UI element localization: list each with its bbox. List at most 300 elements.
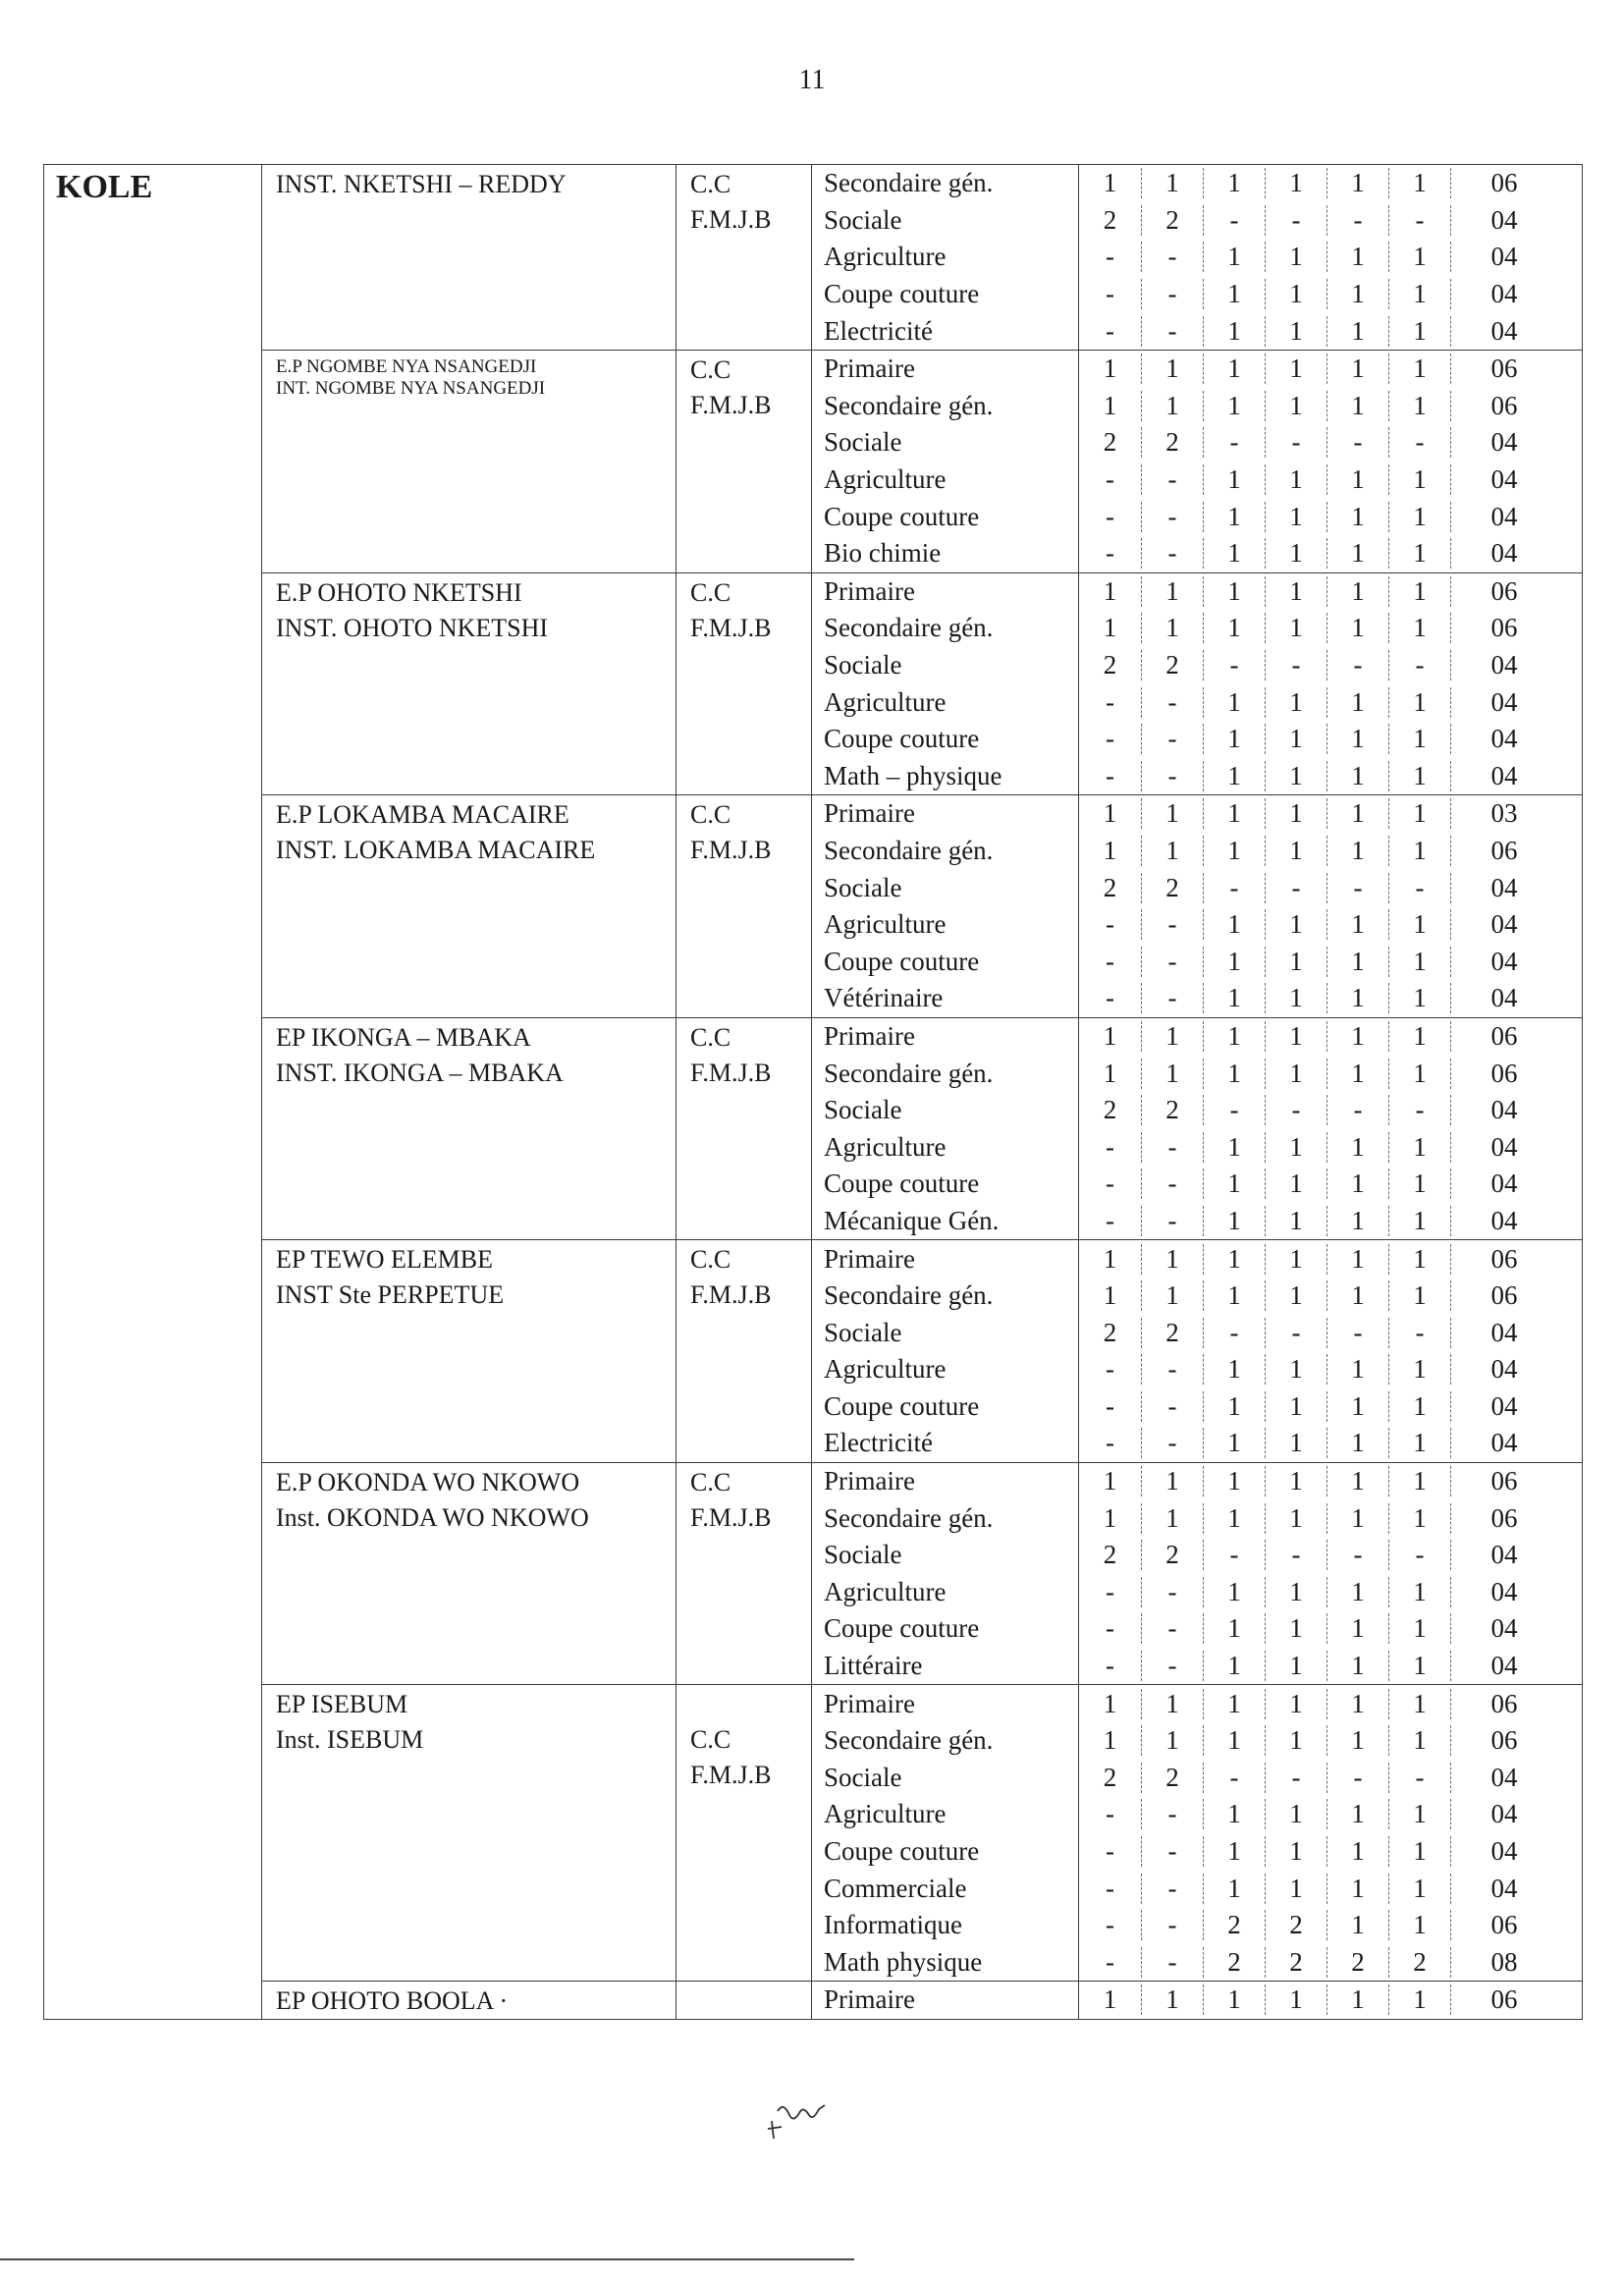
class-count-3: 1 — [1203, 1428, 1265, 1458]
class-count-2: 1 — [1141, 168, 1203, 198]
subject-name: Coupe couture — [824, 1613, 980, 1644]
class-count-2: 1 — [1141, 1689, 1203, 1719]
class-count-1: - — [1106, 315, 1114, 346]
row-total: 06 — [1450, 836, 1557, 866]
counts-row — [1079, 1907, 1582, 1944]
organization-label: F.M.J.B — [690, 1058, 772, 1087]
organization — [677, 795, 812, 1018]
class-count-5: 1 — [1326, 279, 1388, 309]
class-count-1: - — [1106, 242, 1114, 272]
class-count-4: 2 — [1265, 1910, 1326, 1940]
class-count-1: - — [1106, 1131, 1114, 1162]
class-count-1: - — [1106, 686, 1114, 717]
class-count-3: 1 — [1203, 909, 1265, 940]
class-count-4: 1 — [1265, 464, 1326, 495]
subject-name: Commerciale — [824, 1873, 967, 1903]
class-count-1: 1 — [1103, 1502, 1117, 1533]
class-count-2: 1 — [1141, 1725, 1203, 1756]
class-counts — [1079, 350, 1583, 572]
class-count-3: - — [1203, 1540, 1265, 1570]
subject-name: Electricité — [824, 1428, 933, 1458]
class-count-6: 1 — [1388, 761, 1450, 791]
subjects — [812, 165, 1079, 351]
organization — [677, 1017, 812, 1240]
subject-name: Littéraire — [824, 1651, 923, 1681]
counts-row — [1079, 1128, 1582, 1166]
class-count-3: 1 — [1203, 353, 1265, 384]
school-block — [44, 165, 1583, 351]
class-count-5: 1 — [1326, 576, 1388, 607]
class-count-1: 1 — [1103, 168, 1117, 198]
class-count-5: - — [1326, 650, 1388, 680]
class-count-4: 1 — [1265, 947, 1326, 977]
counts-row — [1079, 276, 1582, 313]
class-count-3: 1 — [1203, 1354, 1265, 1385]
class-count-4: 1 — [1265, 1428, 1326, 1458]
school-names — [262, 1240, 677, 1463]
subject-name: Sociale — [824, 1540, 902, 1570]
subject-name: Electricité — [824, 315, 933, 346]
class-count-6: 1 — [1388, 1503, 1450, 1534]
class-count-1: - — [1106, 464, 1114, 495]
class-count-3: 1 — [1203, 1244, 1265, 1275]
class-count-5: 1 — [1326, 836, 1388, 866]
subject-name: Math physique — [824, 1946, 983, 1977]
bottom-rule — [0, 2258, 854, 2260]
class-count-2: - — [1141, 1132, 1203, 1163]
class-count-3: 1 — [1203, 1466, 1265, 1496]
class-count-3: 1 — [1203, 613, 1265, 643]
row-total: 04 — [1450, 1095, 1557, 1125]
class-count-4: - — [1265, 427, 1326, 458]
class-count-1: - — [1106, 760, 1114, 790]
subjects — [812, 350, 1079, 572]
row-total: 06 — [1450, 1725, 1557, 1756]
subject-name: Coupe couture — [824, 501, 980, 531]
subject-name: Primaire — [824, 575, 915, 606]
organization — [677, 1462, 812, 1685]
counts-row — [1079, 1314, 1582, 1351]
counts-row — [1079, 351, 1582, 388]
class-count-4: 1 — [1265, 983, 1326, 1013]
class-count-3: 2 — [1203, 1947, 1265, 1978]
class-count-5: 1 — [1326, 1021, 1388, 1052]
class-count-1: 2 — [1103, 1317, 1117, 1347]
school-name: E.P LOKAMBA MACAIRE — [276, 800, 569, 830]
counts-row — [1079, 869, 1582, 906]
row-total: 04 — [1450, 983, 1557, 1013]
counts-row — [1079, 1388, 1582, 1426]
class-count-1: - — [1106, 724, 1114, 754]
class-count-5: - — [1326, 1318, 1388, 1348]
class-count-2: - — [1141, 1428, 1203, 1458]
class-count-3: 1 — [1203, 1206, 1265, 1236]
class-count-5: 1 — [1326, 1689, 1388, 1719]
counts-row — [1079, 683, 1582, 721]
school-name: EP IKONGA – MBAKA — [276, 1022, 531, 1052]
school-name: Inst. ISEBUM — [276, 1725, 424, 1755]
counts-row — [1079, 1277, 1582, 1315]
page-number: 11 — [798, 65, 826, 95]
counts-row — [1079, 980, 1582, 1017]
subjects — [812, 572, 1079, 795]
subject-name: Agriculture — [824, 1799, 947, 1829]
organization-label: C.C — [690, 1467, 731, 1496]
class-count-6: 1 — [1388, 1984, 1450, 2015]
class-count-6: 1 — [1388, 1613, 1450, 1644]
class-count-6: 1 — [1388, 1169, 1450, 1199]
class-count-2: 2 — [1141, 650, 1203, 680]
class-count-2: 1 — [1141, 353, 1203, 384]
class-count-5: 1 — [1326, 1428, 1388, 1458]
class-count-4: 1 — [1265, 1651, 1326, 1681]
class-count-6: 1 — [1388, 1206, 1450, 1236]
class-count-4: 1 — [1265, 1836, 1326, 1867]
class-count-1: - — [1106, 1428, 1114, 1458]
class-count-3: - — [1203, 427, 1265, 458]
class-count-5: 1 — [1326, 1651, 1388, 1681]
subject-name: Coupe couture — [824, 946, 980, 976]
class-count-2: - — [1141, 1651, 1203, 1681]
class-count-1: 1 — [1103, 1058, 1117, 1088]
counts-row — [1079, 1610, 1582, 1648]
school-block — [44, 1685, 1583, 1982]
schools-table-wrapper — [43, 164, 1582, 2020]
organization-label: F.M.J.B — [690, 205, 772, 234]
class-count-6: 1 — [1388, 1428, 1450, 1458]
class-count-1: 2 — [1103, 872, 1117, 902]
class-count-2: 2 — [1141, 427, 1203, 458]
subject-name: Secondaire gén. — [824, 1058, 994, 1088]
class-count-1: - — [1106, 1836, 1114, 1867]
class-count-2: 1 — [1141, 1280, 1203, 1311]
school-name: EP OHOTO BOOLA · — [276, 1986, 509, 2016]
class-count-2: - — [1141, 724, 1203, 754]
row-total: 04 — [1450, 205, 1557, 236]
subject-name: Coupe couture — [824, 724, 980, 754]
class-count-2: 2 — [1141, 1540, 1203, 1570]
counts-row — [1079, 1760, 1582, 1797]
class-count-3: - — [1203, 1318, 1265, 1348]
organization — [677, 1240, 812, 1463]
class-count-3: 1 — [1203, 242, 1265, 272]
row-total: 04 — [1450, 242, 1557, 272]
row-total: 06 — [1450, 1280, 1557, 1311]
schools-table — [43, 164, 1583, 2020]
class-count-5: 1 — [1326, 1206, 1388, 1236]
class-count-3: 1 — [1203, 1725, 1265, 1756]
organization — [677, 572, 812, 795]
class-count-5: 1 — [1326, 687, 1388, 718]
subject-name: Sociale — [824, 427, 902, 458]
class-count-6: 1 — [1388, 1725, 1450, 1756]
counts-row — [1079, 1796, 1582, 1833]
class-count-4: 1 — [1265, 1466, 1326, 1496]
class-count-1: - — [1106, 1390, 1114, 1421]
class-count-6: - — [1388, 1540, 1450, 1570]
organization-label: C.C — [690, 1725, 731, 1755]
class-count-3: 1 — [1203, 502, 1265, 532]
class-count-5: 1 — [1326, 1132, 1388, 1163]
class-count-2: - — [1141, 1169, 1203, 1199]
class-count-1: - — [1106, 1576, 1114, 1606]
organization-label: C.C — [690, 170, 731, 198]
subject-name: Secondaire gén. — [824, 390, 994, 420]
class-count-6: 1 — [1388, 1799, 1450, 1829]
class-count-4: - — [1265, 650, 1326, 680]
row-total: 04 — [1450, 1540, 1557, 1570]
class-count-4: 1 — [1265, 1391, 1326, 1422]
class-count-4: 1 — [1265, 1169, 1326, 1199]
class-counts — [1079, 1462, 1583, 1685]
class-count-2: - — [1141, 909, 1203, 940]
class-count-4: - — [1265, 1540, 1326, 1570]
class-count-4: 1 — [1265, 1984, 1326, 2015]
row-total: 06 — [1450, 1984, 1557, 2015]
class-count-1: - — [1106, 946, 1114, 976]
counts-row — [1079, 1092, 1582, 1129]
class-count-4: 1 — [1265, 538, 1326, 569]
class-count-2: - — [1141, 1874, 1203, 1904]
organization-label: F.M.J.B — [690, 836, 772, 865]
row-total: 06 — [1450, 613, 1557, 643]
class-count-3: 1 — [1203, 1874, 1265, 1904]
class-count-6: 1 — [1388, 1651, 1450, 1681]
class-count-3: 1 — [1203, 1280, 1265, 1311]
counts-row — [1079, 795, 1582, 833]
class-count-1: 2 — [1103, 650, 1117, 680]
row-total: 04 — [1450, 1318, 1557, 1348]
class-count-2: - — [1141, 242, 1203, 272]
class-count-1: 1 — [1103, 1725, 1117, 1756]
organization-label: C.C — [690, 800, 731, 830]
subject-name: Agriculture — [824, 1354, 947, 1385]
school-name: INST. IKONGA – MBAKA — [276, 1058, 564, 1087]
class-count-5: 1 — [1326, 947, 1388, 977]
counts-row — [1079, 1870, 1582, 1907]
class-count-1: 1 — [1103, 1688, 1117, 1718]
counts-row — [1079, 1648, 1582, 1685]
counts-row — [1079, 462, 1582, 499]
subject-name: Secondaire gén. — [824, 168, 994, 198]
row-total: 06 — [1450, 391, 1557, 421]
row-total: 03 — [1450, 798, 1557, 829]
subject-name: Vétérinaire — [824, 983, 944, 1013]
class-count-5: 1 — [1326, 502, 1388, 532]
class-count-4: 1 — [1265, 1503, 1326, 1534]
class-count-6: 1 — [1388, 947, 1450, 977]
counts-row — [1079, 1685, 1582, 1722]
class-count-2: 1 — [1141, 1984, 1203, 2015]
organization-label: C.C — [690, 354, 731, 384]
counts-row — [1079, 312, 1582, 350]
class-count-2: - — [1141, 1910, 1203, 1940]
class-count-4: 1 — [1265, 1577, 1326, 1607]
class-count-6: - — [1388, 650, 1450, 680]
class-count-6: 1 — [1388, 613, 1450, 643]
class-count-4: 1 — [1265, 391, 1326, 421]
class-count-2: - — [1141, 983, 1203, 1013]
school-name: INST. OHOTO NKETSHI — [276, 613, 549, 642]
subject-name: Agriculture — [824, 686, 947, 717]
class-count-3: 1 — [1203, 1577, 1265, 1607]
class-count-2: - — [1141, 1354, 1203, 1385]
organization-label: F.M.J.B — [690, 1280, 772, 1310]
row-total: 04 — [1450, 1799, 1557, 1829]
class-count-6: 1 — [1388, 1391, 1450, 1422]
class-count-5: 1 — [1326, 1984, 1388, 2015]
class-count-1: 2 — [1103, 427, 1117, 458]
class-counts — [1079, 1240, 1583, 1463]
counts-row — [1079, 1982, 1582, 2019]
class-count-3: - — [1203, 1095, 1265, 1125]
class-count-6: - — [1388, 427, 1450, 458]
row-total: 04 — [1450, 1428, 1557, 1458]
subjects — [812, 1462, 1079, 1685]
row-total: 04 — [1450, 1613, 1557, 1644]
class-count-5: 1 — [1326, 798, 1388, 829]
counts-row — [1079, 906, 1582, 944]
class-count-2: 1 — [1141, 1503, 1203, 1534]
class-count-1: - — [1106, 501, 1114, 531]
class-count-1: - — [1106, 1946, 1114, 1977]
class-count-4: 1 — [1265, 279, 1326, 309]
counts-row — [1079, 1574, 1582, 1611]
class-count-2: 1 — [1141, 798, 1203, 829]
row-total: 08 — [1450, 1947, 1557, 1978]
school-name: INST. LOKAMBA MACAIRE — [276, 836, 596, 865]
class-count-6: 1 — [1388, 168, 1450, 198]
class-count-6: - — [1388, 1095, 1450, 1125]
row-total: 06 — [1450, 1021, 1557, 1052]
school-names — [262, 572, 677, 795]
subject-name: Mécanique Gén. — [824, 1205, 1000, 1235]
class-count-3: 1 — [1203, 947, 1265, 977]
class-count-2: - — [1141, 538, 1203, 569]
subject-name: Primaire — [824, 1984, 915, 2015]
school-name: EP ISEBUM — [276, 1690, 408, 1719]
class-count-6: 1 — [1388, 538, 1450, 569]
school-name: EP TEWO ELEMBE — [276, 1245, 493, 1275]
counts-row — [1079, 1351, 1582, 1388]
counts-row — [1079, 758, 1582, 795]
subject-name: Secondaire gén. — [824, 613, 994, 643]
row-total: 06 — [1450, 1910, 1557, 1940]
class-count-1: - — [1106, 1910, 1114, 1940]
class-count-1: - — [1106, 909, 1114, 940]
school-block — [44, 1017, 1583, 1240]
class-count-2: 2 — [1141, 1095, 1203, 1125]
class-count-6: 1 — [1388, 1466, 1450, 1496]
class-count-2: - — [1141, 947, 1203, 977]
counts-row — [1079, 1537, 1582, 1574]
subject-name: Coupe couture — [824, 1169, 980, 1199]
class-count-6: 1 — [1388, 502, 1450, 532]
class-count-1: - — [1106, 1651, 1114, 1681]
class-count-4: 1 — [1265, 836, 1326, 866]
class-count-5: 1 — [1326, 1059, 1388, 1089]
counts-row — [1079, 239, 1582, 276]
handwritten-initials — [764, 2072, 852, 2150]
class-count-3: 1 — [1203, 1132, 1265, 1163]
class-count-1: - — [1106, 279, 1114, 309]
class-count-4: 1 — [1265, 242, 1326, 272]
school-block — [44, 1982, 1583, 2020]
class-count-4: 1 — [1265, 687, 1326, 718]
row-total: 06 — [1450, 1503, 1557, 1534]
class-count-1: 1 — [1103, 1020, 1117, 1051]
class-count-4: 1 — [1265, 909, 1326, 940]
class-count-2: 1 — [1141, 576, 1203, 607]
class-count-3: - — [1203, 873, 1265, 903]
subjects — [812, 795, 1079, 1018]
class-count-5: 1 — [1326, 909, 1388, 940]
class-count-5: 1 — [1326, 983, 1388, 1013]
class-count-4: 1 — [1265, 1354, 1326, 1385]
class-count-6: 1 — [1388, 1244, 1450, 1275]
class-count-5: 1 — [1326, 1391, 1388, 1422]
class-count-1: - — [1106, 1873, 1114, 1903]
counts-row — [1079, 1055, 1582, 1092]
class-count-3: 1 — [1203, 1984, 1265, 2015]
class-count-6: 1 — [1388, 576, 1450, 607]
row-total: 04 — [1450, 316, 1557, 347]
school-names — [262, 1462, 677, 1685]
class-count-5: 1 — [1326, 1613, 1388, 1644]
class-count-3: 1 — [1203, 1503, 1265, 1534]
class-count-3: 1 — [1203, 391, 1265, 421]
subject-name: Sociale — [824, 872, 902, 902]
class-count-6: 1 — [1388, 1836, 1450, 1867]
subject-name: Primaire — [824, 1466, 915, 1496]
class-count-4: 1 — [1265, 353, 1326, 384]
class-count-3: 1 — [1203, 1021, 1265, 1052]
class-count-2: - — [1141, 761, 1203, 791]
class-count-2: - — [1141, 1391, 1203, 1422]
class-count-6: 1 — [1388, 1059, 1450, 1089]
class-count-1: 1 — [1103, 353, 1117, 384]
class-counts — [1079, 1017, 1583, 1240]
subject-name: Coupe couture — [824, 279, 980, 309]
class-count-3: 1 — [1203, 1836, 1265, 1867]
subject-name: Sociale — [824, 650, 902, 680]
organization-label — [690, 1687, 811, 1722]
subject-name: Secondaire gén. — [824, 835, 994, 865]
class-count-3: 1 — [1203, 1059, 1265, 1089]
class-count-2: - — [1141, 1836, 1203, 1867]
class-count-6: 1 — [1388, 1354, 1450, 1385]
subject-name: Sociale — [824, 1762, 902, 1792]
class-count-3: 1 — [1203, 983, 1265, 1013]
class-count-1: 1 — [1103, 798, 1117, 829]
class-count-2: 1 — [1141, 836, 1203, 866]
school-block — [44, 795, 1583, 1018]
class-count-1: 2 — [1103, 1762, 1117, 1792]
counts-row — [1079, 1018, 1582, 1056]
class-count-5: 1 — [1326, 353, 1388, 384]
class-count-4: 1 — [1265, 502, 1326, 532]
class-count-6: 1 — [1388, 464, 1450, 495]
counts-row — [1079, 647, 1582, 684]
class-count-3: - — [1203, 1763, 1265, 1793]
organization-label: F.M.J.B — [690, 613, 772, 642]
class-count-2: 2 — [1141, 1318, 1203, 1348]
row-total: 04 — [1450, 650, 1557, 680]
subject-name: Sociale — [824, 1095, 902, 1125]
class-count-5: 1 — [1326, 1577, 1388, 1607]
subject-name: Primaire — [824, 798, 915, 829]
class-count-3: 1 — [1203, 1391, 1265, 1422]
